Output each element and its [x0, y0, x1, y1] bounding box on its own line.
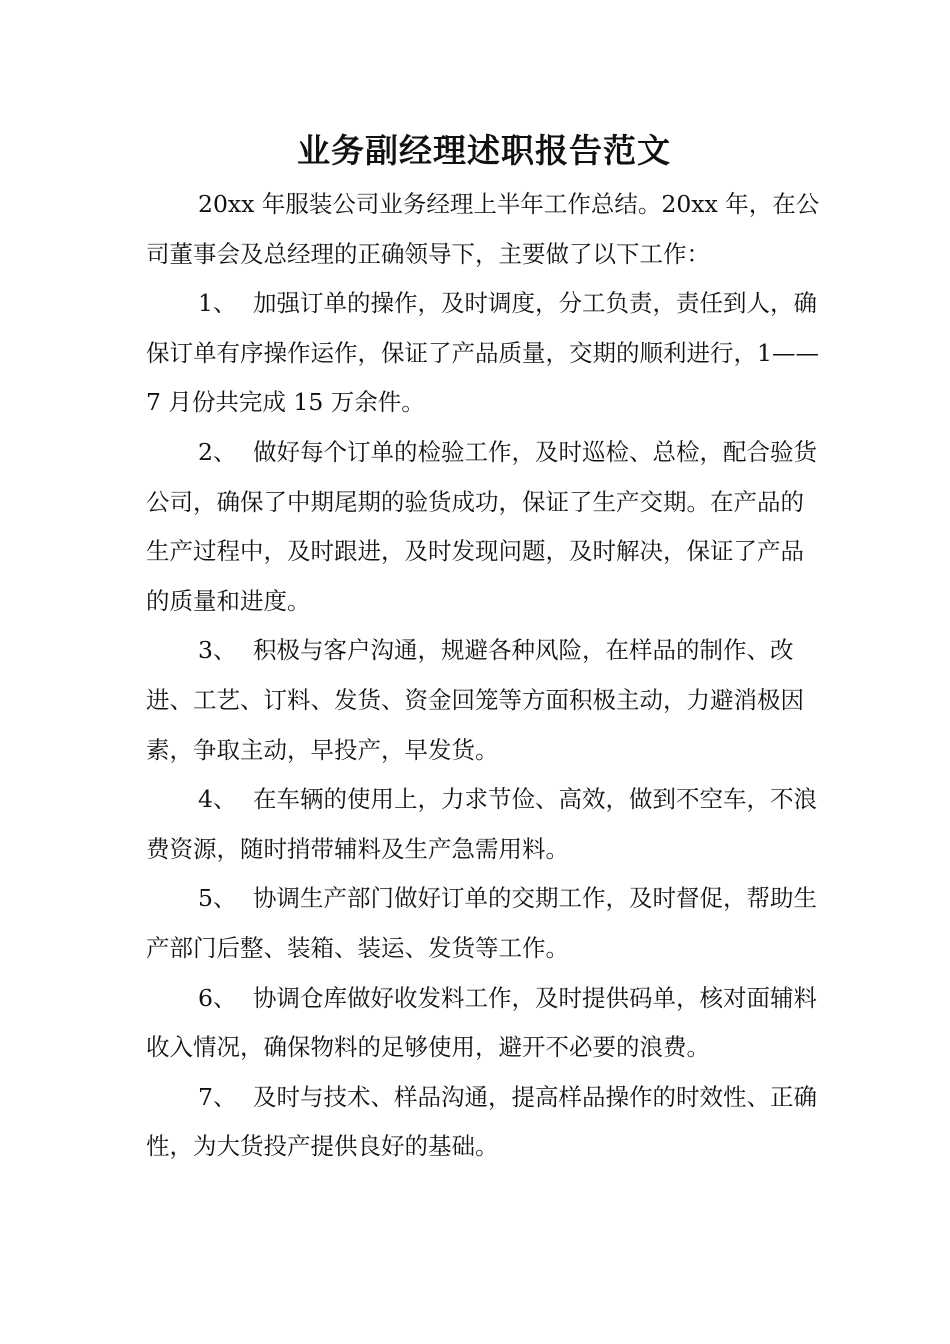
item-text: 在车辆的使用上，力求节俭、高效，做到不空车，不浪费资源，随时捎带辅料及生产急需用料。: [146, 785, 817, 863]
list-item-1: [146, 279, 822, 428]
item-text: 积极与客户沟通，规避各种风险，在样品的制作、改进、工艺、订料、发货、资金回笼等方面积极主动，力避消极因素，争取主动，早投产，早发货。: [146, 636, 804, 764]
list-item-2: [146, 428, 822, 626]
item-number: 2、: [198, 437, 237, 466]
item-text: 加强订单的操作，及时调度，分工负责，责任到人，确保订单有序操作运作，保证了产品质量，交期的顺利进行，1——7 月份共完成 15 万余件。: [146, 289, 819, 417]
list-item-7: [146, 1073, 822, 1172]
item-number: 5、: [198, 884, 237, 913]
document-page: [146, 128, 822, 1172]
list-item-5: [146, 874, 822, 973]
list-item-6: [146, 974, 822, 1073]
list-item-3: [146, 626, 822, 775]
list-item-4: [146, 775, 822, 874]
item-number: 6、: [198, 983, 237, 1012]
item-number: 4、: [198, 785, 237, 814]
item-text: 及时与技术、样品沟通，提高样品操作的时效性、正确性，为大货投产提供良好的基础。: [146, 1082, 817, 1161]
item-text: 协调仓库做好收发料工作，及时提供码单，核对面辅料收入情况，确保物料的足够使用，避开不必要的浪费。: [146, 983, 817, 1062]
intro-paragraph: 20xx 年服装公司业务经理上半年工作总结。20xx 年，在公司董事会及总经理的正确领导下，主要做了以下工作：: [146, 190, 820, 268]
item-text: 协调生产部门做好订单的交期工作，及时督促，帮助生产部门后整、装箱、装运、发货等工作。: [146, 884, 817, 962]
document-title: 业务副经理述职报告范文: [297, 131, 671, 170]
item-number: 1、: [198, 289, 237, 318]
item-number: 3、: [198, 636, 237, 665]
item-text: 做好每个订单的检验工作，及时巡检、总检，配合验货公司，确保了中期尾期的验货成功，保证了生产交期。在产品的生产过程中，及时跟进，及时发现问题，及时解决，保证了产品的质量和进度。: [146, 437, 817, 615]
item-number: 7、: [198, 1082, 237, 1111]
